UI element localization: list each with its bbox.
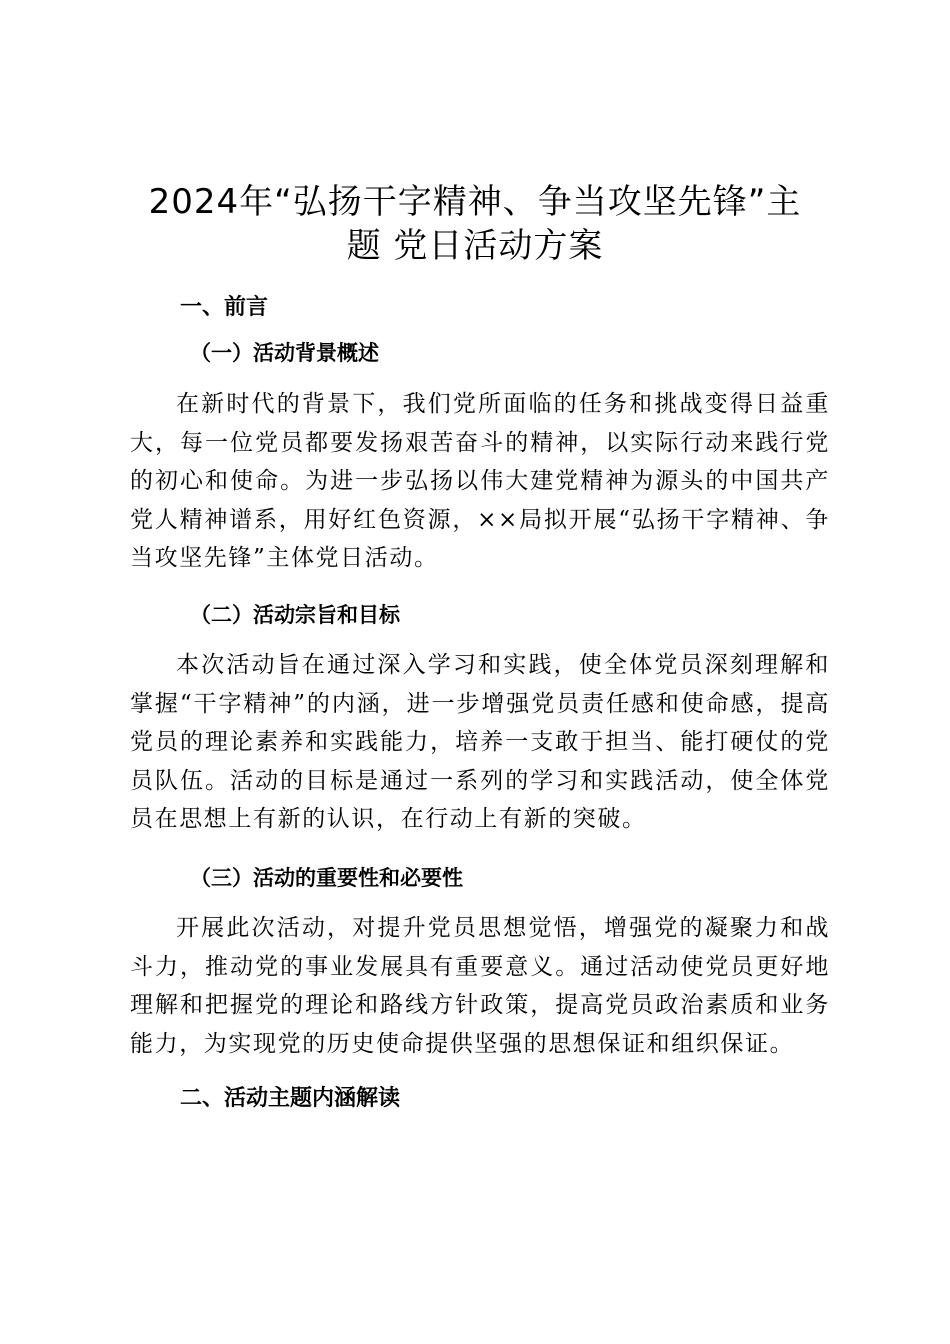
document-title xyxy=(0,180,950,268)
title-line-2: 题 党日活动方案 xyxy=(346,226,604,266)
section-heading-preface: 一、前言 xyxy=(180,295,269,320)
paragraph-purpose: 本次活动旨在通过深入学习和实践，使全体党员深刻理解和掌握“干字精神”的内涵，进一步增强党员责任感和使命感，提高党员的理论素养和实践能力，培养一支敢于担当、能打硬仗的党员队伍。活动的目标是通过一系列的学习和实践活动，使全体党员在思想上有新的认识，在行动上有新的突破。 xyxy=(130,652,830,832)
title-line-1: 2024年“弘扬干字精神、争当攻坚先锋”主 xyxy=(148,182,802,222)
subsection-heading-importance: （三）活动的重要性和必要性 xyxy=(190,866,463,890)
subsection-heading-background: （一）活动背景概述 xyxy=(190,341,379,365)
section-heading-theme: 二、活动主题内涵解读 xyxy=(180,1086,401,1111)
paragraph-background: 在新时代的背景下，我们党所面临的任务和挑战变得日益重大，每一位党员都要发扬艰苦奋斗的精神，以实际行动来践行党的初心和使命。为进一步弘扬以伟大建党精神为源头的中国共产党人精神谱系，用好红色资源，××局拟开展“弘扬干字精神、争当攻坚先锋”主体党日活动。 xyxy=(130,391,830,571)
paragraph-importance: 开展此次活动，对提升党员思想觉悟，增强党的凝聚力和战斗力，推动党的事业发展具有重要意义。通过活动使党员更好地理解和把握党的理论和路线方针政策，提高党员政治素质和业务能力，为实现党的历史使命提供坚强的思想保证和组织保证。 xyxy=(130,915,830,1057)
subsection-heading-purpose: （二）活动宗旨和目标 xyxy=(190,603,400,627)
